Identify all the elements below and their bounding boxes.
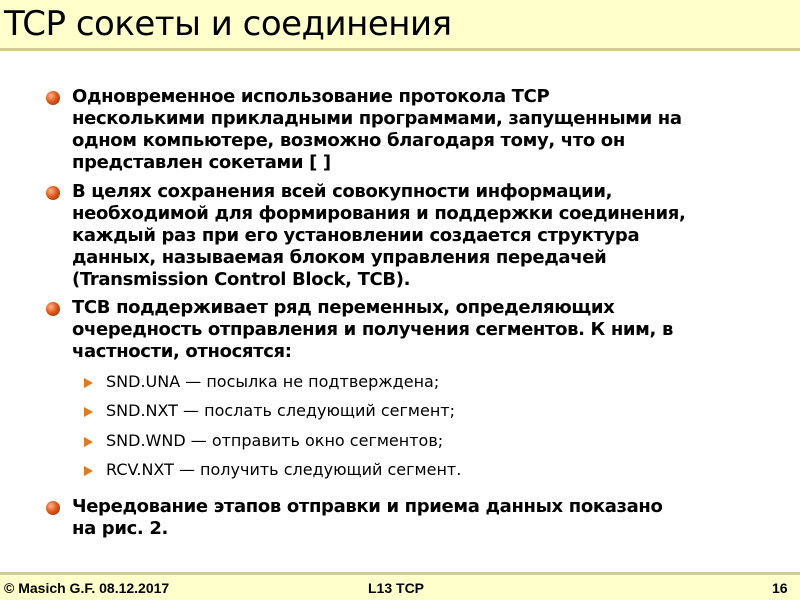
footer-lecture: L13 TCP [368, 580, 425, 596]
bullet-3 [72, 297, 782, 363]
bullet-icon [46, 501, 60, 515]
bullet-1 [72, 86, 782, 174]
sub-item-snd-nxt: SND.NXT — послать следующий сегмент; [106, 401, 455, 420]
bullet-2 [72, 181, 782, 291]
footer-page-number: 16 [772, 580, 788, 596]
bullet-line: необходимой для формирования и поддержки соединения, [72, 203, 686, 224]
sub-bullet-icon [84, 437, 93, 447]
bullet-line: частности, относятся: [72, 341, 292, 362]
bullet-line: на рис. 2. [72, 518, 168, 539]
bullet-line: Одновременное использование протокола TCP [72, 86, 550, 107]
bullet-line: одном компьютере, возможно благодаря тому, что он [72, 130, 625, 151]
bullet-line: В целях сохранения всей совокупности информации, [72, 181, 613, 202]
sub-item-rcv-nxt: RCV.NXT — получить следующий сегмент. [106, 460, 462, 479]
sub-bullet-icon [84, 378, 93, 388]
bullet-line: TCB поддерживает ряд переменных, определяющих [72, 297, 615, 318]
bullet-line: несколькими прикладными программами, запущенными на [72, 108, 682, 129]
sub-bullet-icon [84, 466, 93, 476]
bullet-4 [72, 496, 782, 540]
bullet-line: представлен сокетами [ ] [72, 152, 331, 173]
bullet-icon [46, 91, 60, 105]
bullet-line: очередность отправления и получения сегментов. К ним, в [72, 319, 673, 340]
bullet-line: данных, называемая блоком управления передачей [72, 247, 607, 268]
bullet-line: каждый раз при его установлении создается структура [72, 225, 640, 246]
sub-item-snd-wnd: SND.WND — отправить окно сегментов; [106, 431, 444, 450]
sub-bullet-icon [84, 407, 93, 417]
slide-title: TCP сокеты и соединения [4, 4, 452, 44]
sub-item-snd-una: SND.UNA — посылка не подтверждена; [106, 372, 440, 391]
bullet-line: Чередование этапов отправки и приема данных показано [72, 496, 663, 517]
footer-author: © Masich G.F. 08.12.2017 [4, 580, 170, 596]
bullet-icon [46, 186, 60, 200]
bullet-icon [46, 302, 60, 316]
bullet-line: (Transmission Control Block, TCB). [72, 269, 411, 290]
